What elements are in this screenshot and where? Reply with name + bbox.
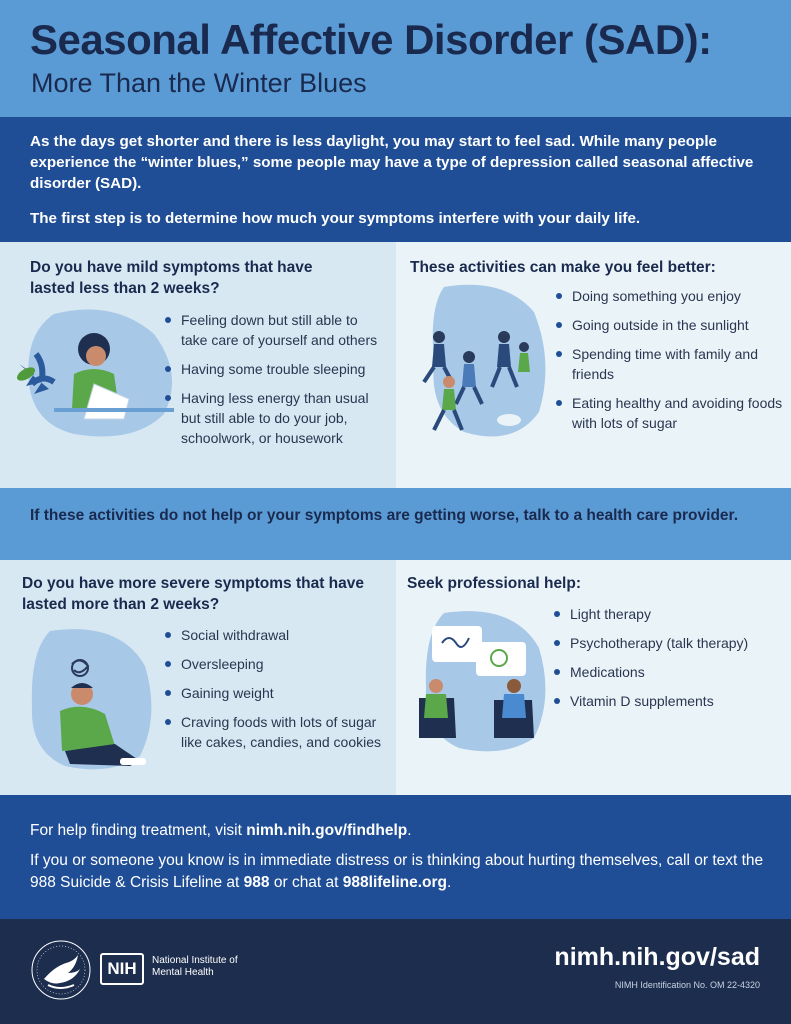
footer-bar bbox=[0, 919, 791, 1024]
crisis-mid: or chat at bbox=[269, 874, 343, 891]
findhelp-link[interactable]: nimh.nih.gov/findhelp bbox=[246, 822, 408, 839]
list-item: Having some trouble sleeping bbox=[163, 359, 385, 379]
page-subtitle: More Than the Winter Blues bbox=[31, 68, 367, 98]
list-item: Craving foods with lots of sugar like cakes, candies, and cookies bbox=[163, 712, 385, 752]
find-help-text bbox=[30, 820, 770, 842]
identification-number: NIMH Identification No. OM 22-4320 bbox=[614, 980, 760, 990]
list-item: Vitamin D supplements bbox=[552, 691, 784, 711]
woman-at-laptop-illustration bbox=[14, 304, 184, 444]
list-item: Social withdrawal bbox=[163, 625, 385, 645]
list-item: Oversleeping bbox=[163, 654, 385, 674]
crisis-prefix: If you or someone you know is in immediate distress or is thinking about hurting themselves, call or text the 988 Suicide & Crisis Lifeline at bbox=[30, 852, 764, 891]
therapy-session-illustration bbox=[414, 608, 554, 758]
nih-institute-name: National Institute of Mental Health bbox=[152, 955, 238, 978]
site-url-link[interactable]: nimh.nih.gov/sad bbox=[554, 943, 760, 971]
activities-list bbox=[554, 286, 786, 442]
severe-symptoms-panel bbox=[0, 560, 396, 795]
mild-symptoms-panel bbox=[0, 242, 396, 488]
crisis-text bbox=[30, 850, 770, 894]
withdrawn-person-illustration bbox=[20, 626, 160, 776]
list-item: Psychotherapy (talk therapy) bbox=[552, 633, 784, 653]
find-help-prefix: For help finding treatment, visit bbox=[30, 822, 247, 839]
list-item: Going outside in the sunlight bbox=[554, 315, 786, 335]
severe-symptoms-list bbox=[163, 625, 385, 761]
page-title: Seasonal Affective Disorder (SAD): bbox=[30, 16, 712, 63]
resources-section bbox=[0, 795, 791, 919]
banner-text: If these activities do not help or your symptoms are getting worse, talk to a health care provider. bbox=[30, 507, 739, 524]
activities-panel bbox=[396, 242, 791, 488]
find-help-suffix: . bbox=[407, 822, 412, 839]
mild-symptoms-list bbox=[163, 310, 385, 457]
people-outdoors-illustration bbox=[414, 282, 554, 447]
list-item: Light therapy bbox=[552, 604, 784, 624]
list-item: Having less energy than usual but still able to do your job, schoolwork, or housework bbox=[163, 388, 385, 448]
intro-paragraph: As the days get shorter and there is less daylight, you may start to feel sad. While many people experience the “winter blues,” some people may have a type of depression called seasonal affective disorder (SAD). bbox=[30, 133, 754, 192]
row-severe-and-help bbox=[0, 560, 791, 795]
activities-heading: These activities can make you feel better: bbox=[410, 259, 716, 276]
intro-first-step: The first step is to determine how much your symptoms interfere with your daily life. bbox=[30, 210, 641, 227]
intro-section bbox=[0, 117, 791, 242]
nih-logo-icon: NIH bbox=[100, 953, 144, 985]
professional-help-list bbox=[552, 604, 784, 720]
crisis-suffix: . bbox=[447, 874, 452, 891]
header bbox=[0, 0, 791, 117]
professional-help-heading: Seek professional help: bbox=[407, 575, 581, 592]
list-item: Feeling down but still able to take care of yourself and others bbox=[163, 310, 385, 350]
list-item: Doing something you enjoy bbox=[554, 286, 786, 306]
lifeline-link[interactable]: 988lifeline.org bbox=[342, 874, 448, 891]
crisis-number[interactable]: 988 bbox=[243, 874, 270, 891]
severe-symptoms-heading: Do you have more severe symptoms that have lasted more than 2 weeks? bbox=[22, 575, 364, 613]
list-item: Spending time with family and friends bbox=[554, 344, 786, 384]
row-mild-and-activities bbox=[0, 242, 791, 488]
hhs-eagle-icon bbox=[30, 939, 92, 1001]
professional-help-panel bbox=[396, 560, 791, 795]
list-item: Medications bbox=[552, 662, 784, 682]
list-item: Eating healthy and avoiding foods with lots of sugar bbox=[554, 393, 786, 433]
talk-to-provider-banner bbox=[0, 488, 791, 560]
list-item: Gaining weight bbox=[163, 683, 385, 703]
mild-symptoms-heading: Do you have mild symptoms that have lasted less than 2 weeks? bbox=[30, 259, 313, 297]
